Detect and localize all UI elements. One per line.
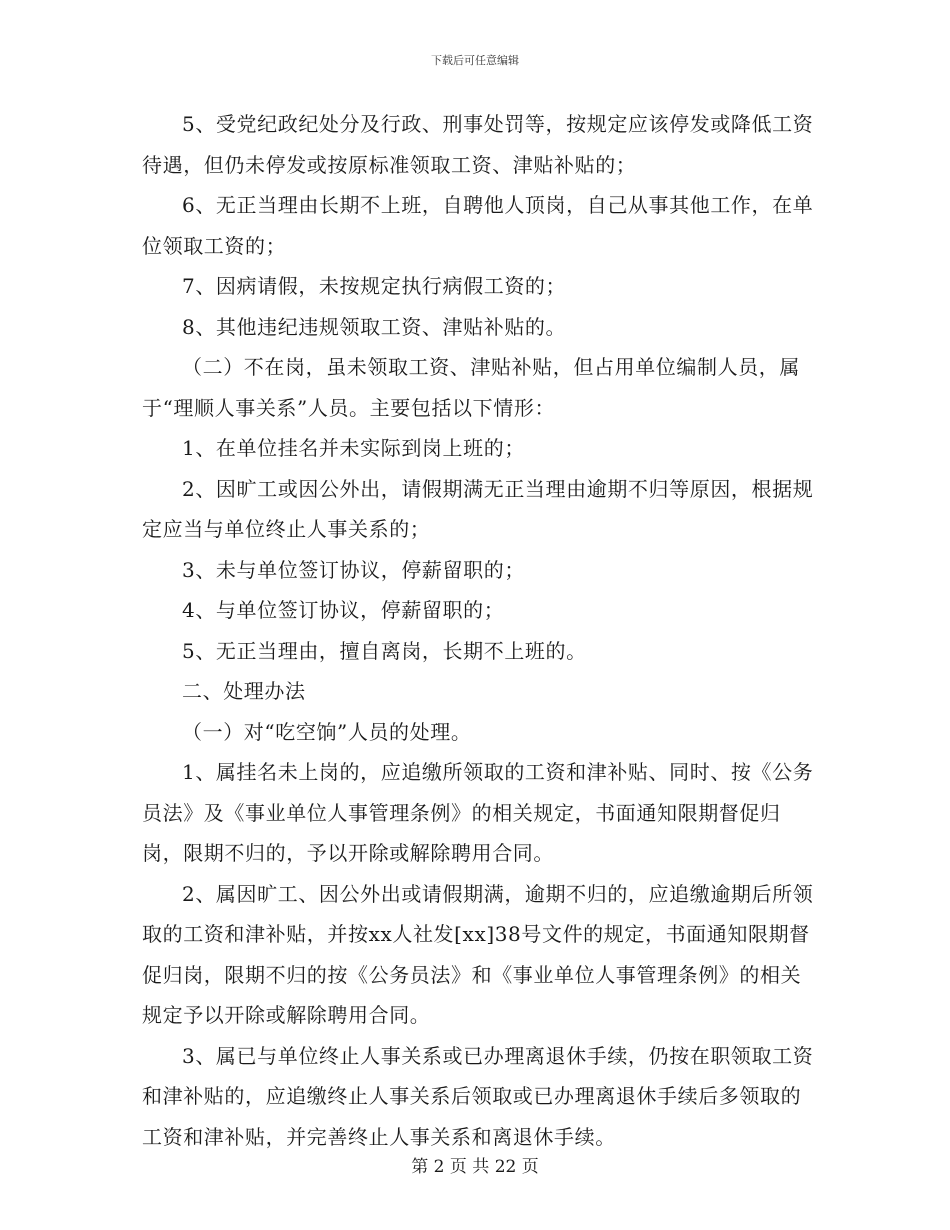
subsection-heading: （一）对“吃空饷”人员的处理。 (182, 719, 472, 744)
paragraph: 2、因旷工或因公外出，请假期满无正当理由逾期不归等原因，根据规定应当与单位终止人事关系的； (142, 476, 814, 541)
paragraph: 1、属挂名未上岗的，应追缴所领取的工资和津补贴、同时、按《公务员法》及《事业单位人事管理条例》的相关规定，书面通知限期督促归岗，限期不归的，予以开除或解除聘用合同。 (142, 760, 814, 865)
page-number: 第 2 页 共 22 页 (411, 1157, 539, 1177)
page-header: 下载后可任意编辑 (431, 54, 519, 67)
paragraph: 2、属因旷工、因公外出或请假期满，逾期不归的，应追缴逾期后所领取的工资和津补贴，并按xx人社发[xx]38号文件的规定，书面通知限期督促归岗，限期不归的按《公务员法》和《事业单位人事管理条例》的相关规定予以开除或解除聘用合同。 (142, 881, 814, 1027)
paragraph: 1、在单位挂名并未实际到岗上班的； (182, 436, 525, 460)
document-body (142, 104, 814, 1157)
paragraph: 5、受党纪政纪处分及行政、刑事处罚等，按规定应该停发或降低工资待遇，但仍未停发或按原标准领取工资、津贴补贴的； (142, 112, 814, 177)
paragraph: 5、无正当理由，擅自离岗，长期不上班的。 (182, 638, 587, 663)
paragraph: （二）不在岗，虽未领取工资、津贴补贴，但占用单位编制人员，属于“理顺人事关系”人员。主要包括以下情形： (142, 355, 800, 420)
section-heading: 二、处理办法 (182, 679, 306, 703)
page-footer (0, 1152, 950, 1177)
paragraph: 4、与单位签订协议，停薪留职的； (182, 598, 505, 622)
paragraph: 6、无正当理由长期不上班，自聘他人顶岗，自己从事其他工作，在单位领取工资的； (142, 193, 814, 258)
paragraph: 7、因病请假，未按规定执行病假工资的； (182, 274, 567, 298)
paragraph: 3、未与单位签订协议，停薪留职的； (182, 557, 525, 582)
paragraph: 8、其他违纪违规领取工资、津贴补贴的。 (182, 314, 567, 339)
paragraph: 3、属已与单位终止人事关系或已办理离退休手续，仍按在职领取工资和津补贴的，应追缴终止人事关系后领取或已办理离退休手续后多领取的工资和津补贴，并完善终止人事关系和离退休手续。 (142, 1043, 814, 1149)
